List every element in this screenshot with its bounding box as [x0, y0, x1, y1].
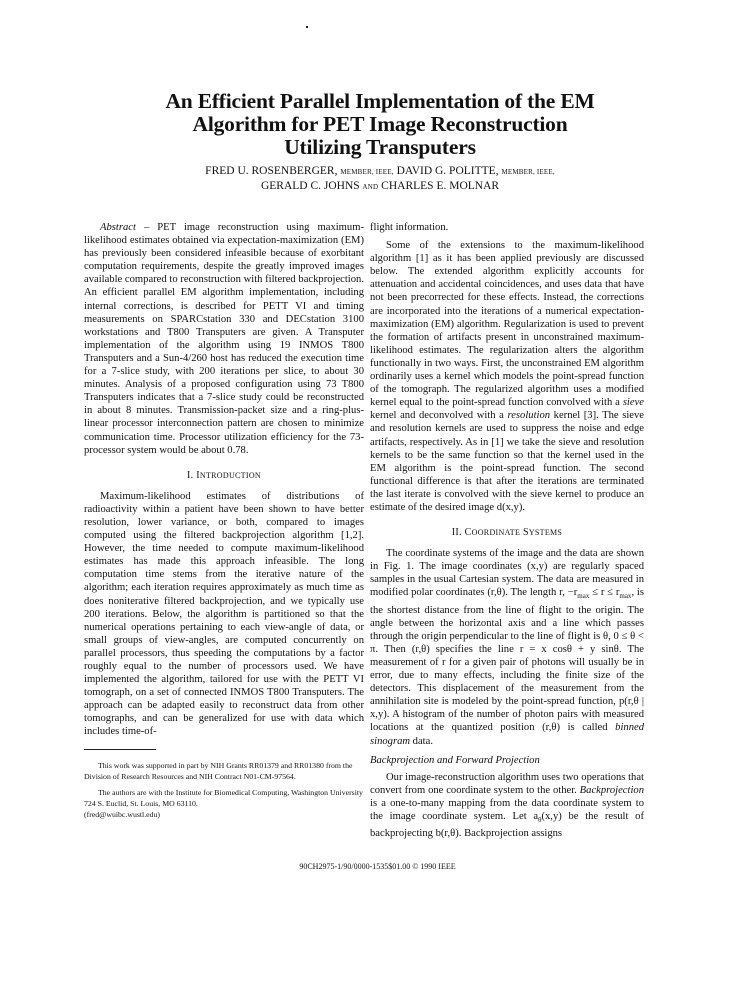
scan-speck	[306, 26, 308, 28]
author-name: GERALD C. JOHNS	[260, 180, 360, 192]
coordinates-paragraph-1: The coordinate systems of the image and the data are shown in Fig. 1. The image coordinates (x,y) are regularly spaced samples in the usual Cartesian system. The data are measured in modified polar coordinates (r,θ). The length r, $-r_{max} \le r \le r_{max}$, is the shortest distance from the line of flight to the origin. The angle between the horizontal axis and a line which passes through the origin perpendicular to the line of flight is θ, 0 ≤ θ < π. Then (r,θ) specifies the line r = x cosθ + y sinθ. The measurement of r for a given pair of photons will usually be in error, due to many effects, including the finite size of the detectors. This displacement of the measurement from the annihilation site is modeled by the point-spread function, p(r,θ | x,y). A histogram of the number of photon pairs with measured locations at the quantized position (r,θ) is called binned sinogram data.	[370, 548, 644, 747]
abstract-label: Abstract	[100, 222, 136, 233]
author-line-2	[100, 179, 660, 194]
title-line-3: Utilizing Transputers	[284, 135, 476, 159]
right-column	[370, 221, 644, 840]
section-heading-coordinate-systems: II. COORDINATE SYSTEMS	[451, 527, 563, 539]
title-line-1: An Efficient Parallel Implementation of the EM	[165, 89, 595, 113]
author-email: (fred@wuibc.wustl.edu)	[84, 809, 161, 819]
footnotes	[84, 760, 364, 820]
footnote-rule	[84, 749, 156, 750]
author-list	[100, 164, 660, 194]
author-line-1	[100, 164, 660, 179]
left-column	[84, 221, 364, 825]
author-conjunction: AND	[362, 183, 379, 191]
intro-paragraph-1: Maximum-likelihood estimates of distributions of radioactivity within a patient have been shown to have better resolution, lower variance, or both, compared to images computed using the filtered backprojection algorithm [1,2]. However, the time needed to compute maximum-likelihood estimates has made this approach infeasible. The long computation time stems from the iterative nature of the algorithm; each iteration requires approximately as much time as does noniterative filtered backprojection, and we typically use 200 iterations. Below, the algorithm is partitioned so that the numerical operations pertaining to each view-angle of data, or small groups of view-angles, are computed concurrently on parallel processors, thus speeding the computations by a factor roughly equal to the number of processors used. We have implemented the algorithm, tailored for use with the PETT VI tomograph, on a set of connected INMOS T800 Transputers. The approach can be adapted easily to reconstruct data from other tomographs, and can be generalized for use with data which includes time-of-	[84, 490, 364, 738]
section-heading-introduction: I. INTRODUCTION	[187, 469, 261, 481]
intro-paragraph-1-continued: flight information.	[370, 222, 449, 233]
footnote-affiliation: The authors are with the Institute for Biomedical Computing, Washington University 724 S. Euclid, St. Louis, MO 63110. (fred@wuibc.wustl.edu)	[84, 787, 363, 819]
footnote-funding: This work was supported in part by NIH Grants RR01379 and RR01380 from the Division of Research Resources and NIH Contract N01-CM-97564.	[84, 760, 353, 781]
author-membership: MEMBER, IEEE,	[501, 168, 555, 176]
copyright-footer: 90CH2975-1/90/0000-1535$01.00 © 1990 IEEE	[299, 862, 456, 871]
author-membership: MEMBER, IEEE,	[340, 168, 394, 176]
abstract-text: – PET image reconstruction using maximum-likelihood estimates obtained via expectation-maximization (EM) has previously been considered infeasible because of exorbitant computation requirements, despite the greatly improved images available compared to reconstruction with filtered backprojection. An efficient parallel EM algorithm implementation, including internal corrections, is described for PETT VI and timing measurements on SPARCstation 330 and DECstation 3100 workstations and T800 Transputers are given. A Transputer implementation of the algorithm using 19 INMOS T800 Transputers and a Sun-4/260 host has reduced the execution time for a 7-slice study, with 200 iterations per slice, to about 30 minutes. Analysis of a proposed configuration using 73 T800 Transputers indicates that a 7-slice study could be reconstructed in about 8 minutes. Transmission-packet size and a ring-plus-linear processor interconnection pattern are chosen to minimize communication time. Processor utilization efficiency for the 73-processor system would be about 0.78.	[84, 222, 364, 456]
author-name: CHARLES E. MOLNAR	[381, 180, 500, 192]
subsection-heading-backprojection: Backprojection and Forward Projection	[370, 754, 540, 766]
author-name: DAVID G. POLITTE,	[396, 165, 499, 177]
abstract	[84, 221, 364, 457]
paper-title	[100, 90, 660, 159]
author-name: FRED U. ROSENBERGER,	[205, 165, 338, 177]
intro-paragraph-2: Some of the extensions to the maximum-likelihood algorithm [1] as it has been applied previously are discussed below. The extended algorithm explicitly accounts for attenuation and accidental coincidences, and uses data that have not been precorrected for these effects. Instead, the corrections are incorporated into the iterations of a numerical expectation-maximization (EM) algorithm. Regularization is used to prevent the formation of artifacts present in unconstrained maximum-likelihood estimates. The regularization alters the algorithm functionally in two ways. First, the unconstrained EM algorithm ordinarily uses a kernel which models the point-spread function of the tomograph. The regularized algorithm uses a modified kernel equal to the point-spread function convolved with a sieve kernel and deconvolved with a resolution kernel [3]. The sieve and resolution kernels are used to suppress the noise and edge artifacts, respectively. As in [1] we take the sieve and resolution kernels to be the same function so that the kernel used in the EM algorithm is the point-spread function. The second functional difference is that after the iterations are terminated the last iterate is convolved with the sieve kernel to produce an estimate of the desired image d(x,y).	[370, 240, 645, 513]
title-line-2: Algorithm for PET Image Reconstruction	[192, 112, 568, 136]
backprojection-paragraph: Our image-reconstruction algorithm uses two operations that convert from one coordinate system to the other. Backprojection is a one-to-many mapping from the data coordinate system to the image coordinate system. Let $a_\theta(x,y)$ be the result of backprojecting b(r,θ). Backprojection assigns	[370, 771, 645, 840]
